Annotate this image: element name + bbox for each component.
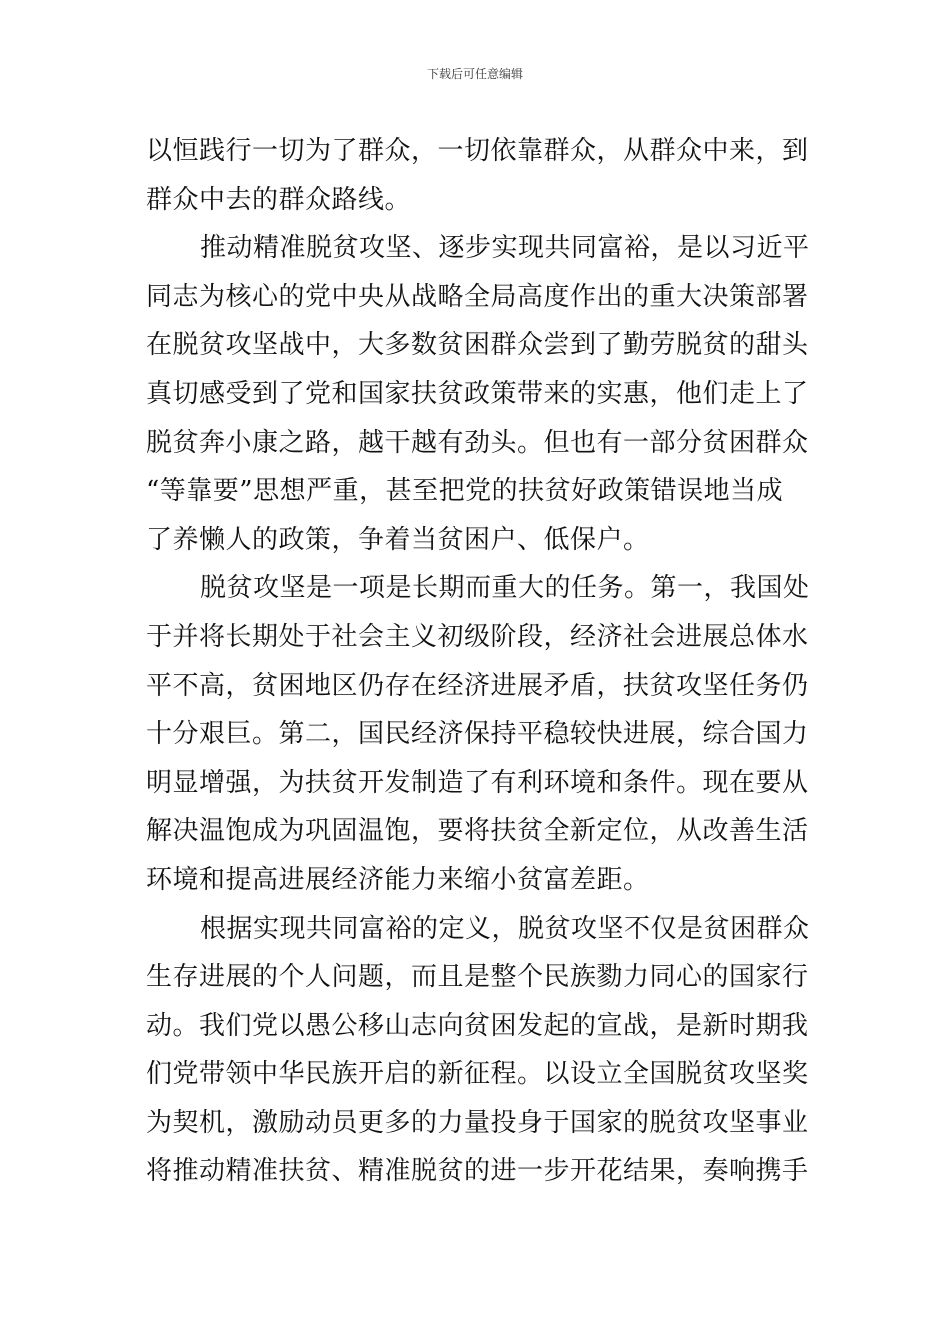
text-line: 脱贫攻坚是一项是长期而重大的任务。第一，我国处	[200, 573, 810, 604]
text-line: 们党带领中华民族开启的新征程。以设立全国脱贫攻坚奖	[146, 1059, 809, 1090]
text-line: 在脱贫攻坚战中，大多数贫困群众尝到了勤劳脱贫的甜头	[146, 330, 809, 361]
text-line: 为契机，激励动员更多的力量投身于国家的脱贫攻坚事业	[146, 1107, 809, 1138]
text-line: 脱贫奔小康之路，越干越有劲头。但也有一部分贫困群众	[146, 427, 809, 458]
text-line: 生存进展的个人问题，而且是整个民族勠力同心的国家行	[146, 962, 809, 993]
text-line: 以恒践行一切为了群众，一切依靠群众，从群众中来，到	[146, 136, 809, 166]
page-header: 下载后可任意编辑	[426, 67, 523, 81]
text-line: 将推动精准扶贫、精准脱贫的进一步开花结果，奏响携手	[146, 1156, 809, 1187]
text-line: 群众中去的群众路线。	[146, 184, 412, 215]
text-line: “等靠要”思想严重，甚至把党的扶贫好政策错误地当成	[146, 476, 784, 507]
text-line: 同志为核心的党中央从战略全局高度作出的重大决策部署	[146, 281, 809, 312]
text-line: 了养懒人的政策，争着当贫困户、低保户。	[146, 524, 650, 555]
document-body	[146, 127, 810, 1196]
text-line: 环境和提高进展经济能力来缩小贫富差距。	[146, 864, 650, 895]
text-line: 平不高，贫困地区仍存在经济进展矛盾，扶贫攻坚任务仍	[146, 670, 809, 701]
text-line: 明显增强，为扶贫开发制造了有利环境和条件。现在要从	[146, 767, 809, 798]
text-line: 十分艰巨。第二，国民经济保持平稳较快进展，综合国力	[146, 719, 809, 750]
text-line: 于并将长期处于社会主义初级阶段，经济社会进展总体水	[146, 621, 809, 652]
text-line: 解决温饱成为巩固温饱，要将扶贫全新定位，从改善生活	[146, 816, 809, 847]
text-line: 推动精准脱贫攻坚、逐步实现共同富裕，是以习近平	[200, 233, 810, 264]
text-line: 根据实现共同富裕的定义，脱贫攻坚不仅是贫困群众	[200, 913, 810, 944]
text-line: 真切感受到了党和国家扶贫政策带来的实惠，他们走上了	[146, 378, 809, 409]
text-line: 动。我们党以愚公移山志向贫困发起的宣战，是新时期我	[146, 1010, 809, 1041]
